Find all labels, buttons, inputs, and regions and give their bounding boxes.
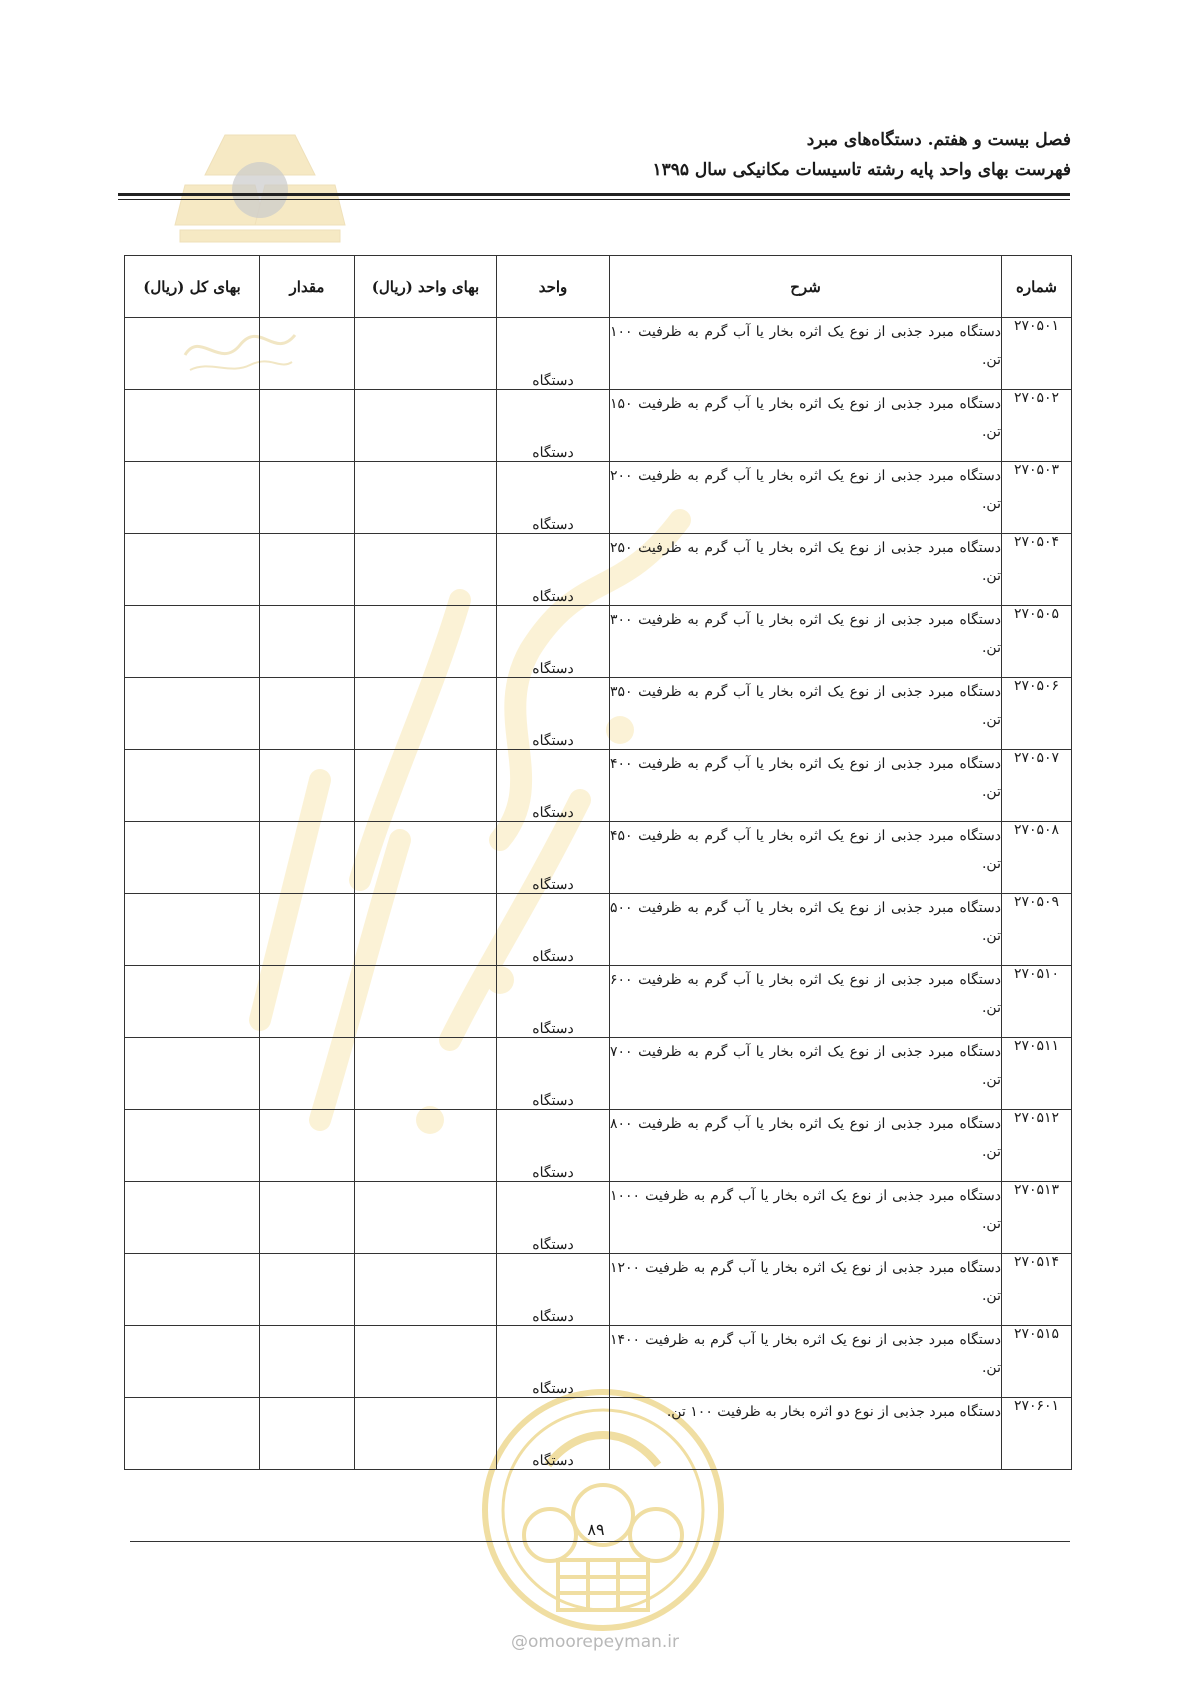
row-total-price xyxy=(125,1110,260,1182)
row-total-price xyxy=(125,822,260,894)
row-description: دستگاه مبرد جذبی از نوع یک اثره بخار یا آب گرم به ظرفیت ۳۵۰ تن. xyxy=(610,678,1002,750)
row-description: دستگاه مبرد جذبی از نوع یک اثره بخار یا آب گرم به ظرفیت ۵۰۰ تن. xyxy=(610,894,1002,966)
row-unit: دستگاه xyxy=(497,750,610,822)
row-unit-price xyxy=(355,1326,497,1398)
row-description: دستگاه مبرد جذبی از نوع یک اثره بخار یا آب گرم به ظرفیت ۲۰۰ تن. xyxy=(610,462,1002,534)
row-total-price xyxy=(125,534,260,606)
row-total-price xyxy=(125,390,260,462)
row-quantity xyxy=(260,894,355,966)
row-unit-price xyxy=(355,1398,497,1470)
row-quantity xyxy=(260,750,355,822)
row-description: دستگاه مبرد جذبی از نوع یک اثره بخار یا آب گرم به ظرفیت ۴۰۰ تن. xyxy=(610,750,1002,822)
table-row xyxy=(125,750,1072,822)
row-code: ۲۷۰۵۱۱ xyxy=(1002,1038,1072,1110)
row-unit: دستگاه xyxy=(497,1326,610,1398)
table-header-row xyxy=(125,256,1072,318)
row-quantity xyxy=(260,606,355,678)
table-row xyxy=(125,318,1072,390)
row-total-price xyxy=(125,966,260,1038)
row-code: ۲۷۰۵۰۶ xyxy=(1002,678,1072,750)
row-description: دستگاه مبرد جذبی از نوع یک اثره بخار یا آب گرم به ظرفیت ۲۵۰ تن. xyxy=(610,534,1002,606)
header-rule-thin xyxy=(118,199,1070,200)
row-unit-price xyxy=(355,462,497,534)
header-total-price: بهای کل (ریال) xyxy=(125,256,260,318)
website-watermark: @omoorepeyman.ir xyxy=(510,1632,680,1652)
row-description: دستگاه مبرد جذبی از نوع دو اثره بخار به ظرفیت ۱۰۰ تن. xyxy=(610,1398,1002,1470)
row-code: ۲۷۰۵۰۱ xyxy=(1002,318,1072,390)
row-unit: دستگاه xyxy=(497,1038,610,1110)
row-total-price xyxy=(125,894,260,966)
row-total-price xyxy=(125,1182,260,1254)
row-description: دستگاه مبرد جذبی از نوع یک اثره بخار یا آب گرم به ظرفیت ۴۵۰ تن. xyxy=(610,822,1002,894)
row-code: ۲۷۰۵۱۵ xyxy=(1002,1326,1072,1398)
table-row xyxy=(125,894,1072,966)
row-total-price xyxy=(125,462,260,534)
row-code: ۲۷۰۵۰۸ xyxy=(1002,822,1072,894)
row-unit-price xyxy=(355,1254,497,1326)
row-unit-price xyxy=(355,318,497,390)
row-description: دستگاه مبرد جذبی از نوع یک اثره بخار یا آب گرم به ظرفیت ۸۰۰ تن. xyxy=(610,1110,1002,1182)
row-code: ۲۷۰۵۰۷ xyxy=(1002,750,1072,822)
row-description: دستگاه مبرد جذبی از نوع یک اثره بخار یا آب گرم به ظرفیت ۷۰۰ تن. xyxy=(610,1038,1002,1110)
page-header xyxy=(121,125,1071,185)
row-quantity xyxy=(260,1038,355,1110)
row-quantity xyxy=(260,534,355,606)
table-row xyxy=(125,606,1072,678)
header-quantity: مقدار xyxy=(260,256,355,318)
table-row xyxy=(125,822,1072,894)
table-row xyxy=(125,1182,1072,1254)
row-code: ۲۷۰۵۰۲ xyxy=(1002,390,1072,462)
header-rule-thick xyxy=(118,193,1070,196)
row-total-price xyxy=(125,606,260,678)
row-unit: دستگاه xyxy=(497,462,610,534)
row-code: ۲۷۰۵۰۹ xyxy=(1002,894,1072,966)
row-quantity xyxy=(260,1398,355,1470)
row-unit-price xyxy=(355,390,497,462)
table-row xyxy=(125,1110,1072,1182)
row-quantity xyxy=(260,462,355,534)
row-code: ۲۷۰۵۰۴ xyxy=(1002,534,1072,606)
chapter-title: فصل بیست و هفتم. دستگاه‌های مبرد xyxy=(806,130,1071,150)
row-unit: دستگاه xyxy=(497,1398,610,1470)
row-code: ۲۷۰۵۰۵ xyxy=(1002,606,1072,678)
header-code: شماره xyxy=(1002,256,1072,318)
header-description: شرح xyxy=(610,256,1002,318)
row-unit: دستگاه xyxy=(497,894,610,966)
row-unit-price xyxy=(355,750,497,822)
row-unit: دستگاه xyxy=(497,1110,610,1182)
row-total-price xyxy=(125,318,260,390)
table-row xyxy=(125,678,1072,750)
row-unit-price xyxy=(355,1038,497,1110)
row-code: ۲۷۰۶۰۱ xyxy=(1002,1398,1072,1470)
row-description: دستگاه مبرد جذبی از نوع یک اثره بخار یا آب گرم به ظرفیت ۱۰۰۰ تن. xyxy=(610,1182,1002,1254)
row-unit: دستگاه xyxy=(497,966,610,1038)
header-unit: واحد xyxy=(497,256,610,318)
row-unit: دستگاه xyxy=(497,1254,610,1326)
row-description: دستگاه مبرد جذبی از نوع یک اثره بخار یا آب گرم به ظرفیت ۱۴۰۰ تن. xyxy=(610,1326,1002,1398)
row-unit-price xyxy=(355,1110,497,1182)
row-quantity xyxy=(260,1110,355,1182)
row-unit-price xyxy=(355,894,497,966)
row-unit: دستگاه xyxy=(497,822,610,894)
table-row xyxy=(125,966,1072,1038)
row-description: دستگاه مبرد جذبی از نوع یک اثره بخار یا آب گرم به ظرفیت ۶۰۰ تن. xyxy=(610,966,1002,1038)
row-code: ۲۷۰۵۱۰ xyxy=(1002,966,1072,1038)
row-total-price xyxy=(125,1398,260,1470)
row-code: ۲۷۰۵۰۳ xyxy=(1002,462,1072,534)
row-unit: دستگاه xyxy=(497,318,610,390)
row-code: ۲۷۰۵۱۳ xyxy=(1002,1182,1072,1254)
row-unit-price xyxy=(355,606,497,678)
row-description: دستگاه مبرد جذبی از نوع یک اثره بخار یا آب گرم به ظرفیت ۱۵۰ تن. xyxy=(610,390,1002,462)
row-code: ۲۷۰۵۱۲ xyxy=(1002,1110,1072,1182)
row-unit: دستگاه xyxy=(497,678,610,750)
row-quantity xyxy=(260,390,355,462)
footer-rule xyxy=(130,1541,1070,1542)
price-list-title: فهرست بهای واحد پایه رشته تاسیسات مکانیکی سال ۱۳۹۵ xyxy=(652,160,1071,180)
row-total-price xyxy=(125,1038,260,1110)
table-row xyxy=(125,1038,1072,1110)
row-total-price xyxy=(125,678,260,750)
row-unit-price xyxy=(355,534,497,606)
row-code: ۲۷۰۵۱۴ xyxy=(1002,1254,1072,1326)
row-unit: دستگاه xyxy=(497,606,610,678)
table-row xyxy=(125,1398,1072,1470)
row-quantity xyxy=(260,318,355,390)
table-row xyxy=(125,462,1072,534)
row-unit: دستگاه xyxy=(497,390,610,462)
table-row xyxy=(125,1326,1072,1398)
row-quantity xyxy=(260,822,355,894)
row-total-price xyxy=(125,1326,260,1398)
row-total-price xyxy=(125,1254,260,1326)
row-unit-price xyxy=(355,1182,497,1254)
page-number: ۸۹ xyxy=(587,1520,605,1539)
row-unit-price xyxy=(355,822,497,894)
header-unit-price: بهای واحد (ریال) xyxy=(355,256,497,318)
row-quantity xyxy=(260,1254,355,1326)
row-unit-price xyxy=(355,678,497,750)
row-quantity xyxy=(260,1182,355,1254)
table-row xyxy=(125,390,1072,462)
price-list-table xyxy=(124,255,1072,1470)
row-quantity xyxy=(260,1326,355,1398)
row-unit: دستگاه xyxy=(497,1182,610,1254)
row-quantity xyxy=(260,678,355,750)
row-unit-price xyxy=(355,966,497,1038)
row-description: دستگاه مبرد جذبی از نوع یک اثره بخار یا آب گرم به ظرفیت ۱۰۰ تن. xyxy=(610,318,1002,390)
table-row xyxy=(125,534,1072,606)
row-description: دستگاه مبرد جذبی از نوع یک اثره بخار یا آب گرم به ظرفیت ۳۰۰ تن. xyxy=(610,606,1002,678)
row-description: دستگاه مبرد جذبی از نوع یک اثره بخار یا آب گرم به ظرفیت ۱۲۰۰ تن. xyxy=(610,1254,1002,1326)
row-unit: دستگاه xyxy=(497,534,610,606)
table-row xyxy=(125,1254,1072,1326)
row-total-price xyxy=(125,750,260,822)
row-quantity xyxy=(260,966,355,1038)
